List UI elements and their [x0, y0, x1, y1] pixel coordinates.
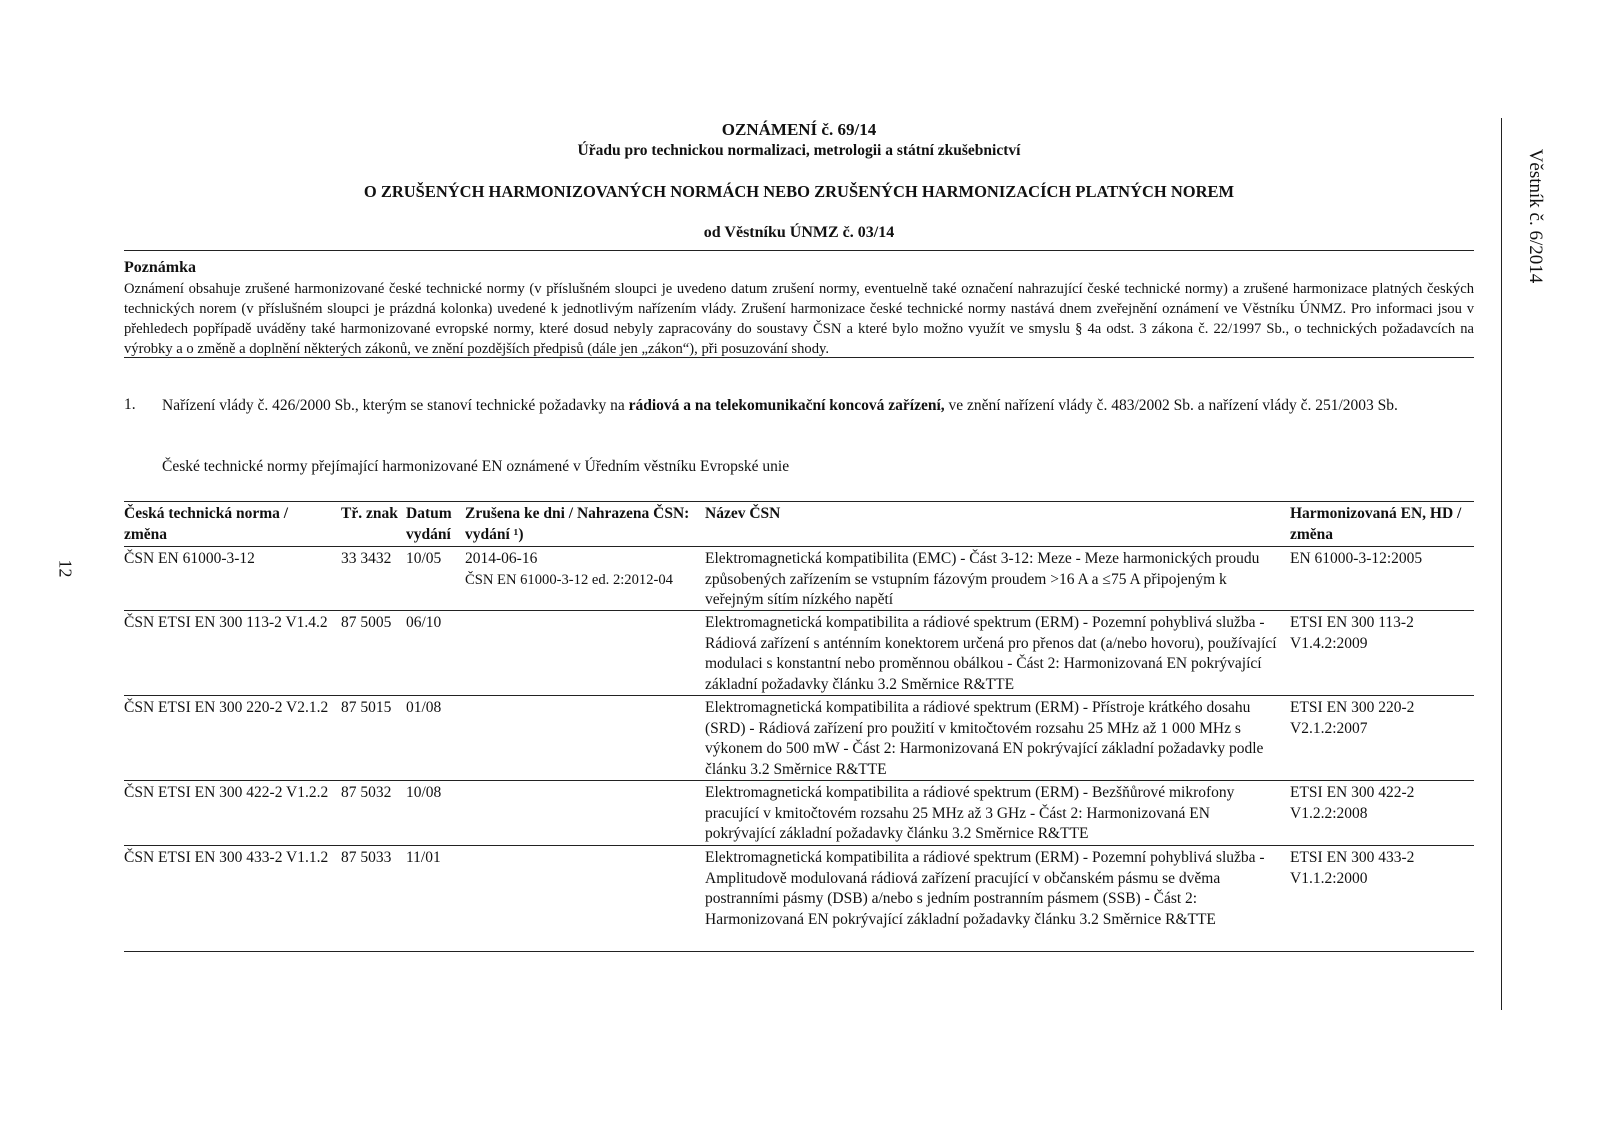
table-header-row: [124, 501, 1474, 547]
page-number: 12: [55, 559, 76, 578]
title-cell: Elektromagnetická kompatibilita a rádiové spektrum (ERM) - Pozemní pohyblivá služba - Amplitudově modulovaná rádiová zařízení pracující v občanském pásmu se dvěma postranními pásmy (DSB) a/nebo s jedním postranním pásmem (SSB) - Část 2: Harmonizovaná EN pokrývající základní požadavky článku 3.2 Směrnice R&TTE: [705, 849, 1265, 928]
margin-rule: [1501, 118, 1502, 1010]
class-code-cell: 87 5033: [341, 849, 392, 866]
table-row: [124, 781, 1474, 846]
note-heading: Poznámka: [124, 259, 196, 276]
class-code-cell: 87 5015: [341, 699, 392, 716]
notice-subject: O ZRUŠENÝCH HARMONIZOVANÝCH NORMÁCH NEBO ZRUŠENÝCH HARMONIZACÍCH PLATNÝCH NOREM: [363, 182, 1235, 201]
issue-date-cell: 10/05: [406, 550, 442, 567]
running-head: Věstník č. 6/2014: [1525, 148, 1546, 284]
norms-table: [124, 501, 1474, 952]
item-text-start: Nařízení vlády č. 426/2000 Sb., kterým se stanoví technické požadavky na: [162, 397, 629, 414]
class-code-cell: 87 5032: [341, 784, 392, 801]
issue-date-cell: 10/08: [406, 784, 442, 801]
notice-number: OZNÁMENÍ č. 69/14: [721, 120, 877, 139]
table-row: [124, 547, 1474, 611]
title-cell: Elektromagnetická kompatibilita a rádiové spektrum (ERM) - Bezšňůrové mikrofony pracující v kmitočtovém rozsahu 25 MHz až 3 GHz - Část 2: Harmonizovaná EN pokrývající základní požadavky článku 3.2 Směrnice R&TTE: [705, 784, 1235, 842]
cancelled-date: 2014-06-16: [465, 550, 538, 567]
replacement-norm: ČSN EN 61000-3-12 ed. 2:2012-04: [465, 571, 673, 588]
item-text-end: ve znění nařízení vlády č. 483/2002 Sb. a nařízení vlády č. 251/2003 Sb.: [944, 397, 1398, 414]
divider: [124, 250, 1474, 251]
item-text-bold: rádiová a na telekomunikační koncová zařízení,: [628, 397, 945, 414]
item-text: [162, 396, 1474, 416]
note-text: Oznámení obsahuje zrušené harmonizované české technické normy (v příslušném sloupci je uvedeno datum zrušení normy, eventuelně také označení nahrazující české technické normy) a zrušené harmonizace platných českých technických norem (v příslušném sloupci je prázdná kolonka) uvedené k jednotlivým nařízením vlády. Zrušení harmonizace české technické normy nastává dnem zveřejnění oznámení ve Věstníku ÚNMZ. Pro informaci jsou v přehledech popřípadě uváděny také harmonizované evropské normy, které dosud nebyly zapracovány do soustavy ČSN a které bylo možno využít ve smyslu § 4a odst. 3 zákona č. 22/1997 Sb., o technických požadavcích na výrobky a o změně a doplnění některých zákonů, ve znění pozdějších předpisů (dále jen „zákon“), při posuzování shody.: [124, 281, 1474, 357]
issue-date-cell: 11/01: [406, 849, 441, 866]
norm-cell: ČSN ETSI EN 300 433-2 V1.1.2: [124, 849, 329, 866]
norm-cell: ČSN EN 61000-3-12: [124, 550, 255, 567]
divider: [124, 357, 1474, 358]
table-row: [124, 696, 1474, 781]
harmonized-cell: ETSI EN 300 433-2 V1.1.2:2000: [1290, 849, 1415, 887]
header-title: Název ČSN: [705, 505, 781, 522]
table-intro: České technické normy přejímající harmonizované EN oznámené v Úředním věstníku Evropské unie: [162, 458, 790, 475]
norm-cell: ČSN ETSI EN 300 220-2 V2.1.2: [124, 699, 329, 716]
title-cell: Elektromagnetická kompatibilita a rádiové spektrum (ERM) - Přístroje krátkého dosahu (SRD) - Rádiová zařízení pro použití v kmitočtovém rozsahu 25 MHz až 1 000 MHz s výkonem do 500 mW - Část 2: Harmonizovaná EN pokrývající základní požadavky podle článku 3.2 Směrnice R&TTE: [705, 699, 1264, 778]
header-class-code: Tř. znak: [341, 505, 398, 522]
notice-reference: od Věstníku ÚNMZ č. 03/14: [703, 224, 895, 241]
issue-date-cell: 06/10: [406, 614, 442, 631]
header-norm: Česká technická norma / změna: [124, 505, 289, 543]
header-cancelled: Zrušena ke dni / Nahrazena ČSN: vydání ¹): [465, 505, 690, 543]
title-cell: Elektromagnetická kompatibilita (EMC) - Část 3-12: Meze - Meze harmonických proudu způsobených zařízením se vstupním fázovým proudem >16 A a ≤75 A připojeným k veřejným sítím nízkého napětí: [705, 550, 1260, 608]
harmonized-cell: ETSI EN 300 113-2 V1.4.2:2009: [1290, 614, 1414, 652]
title-cell: Elektromagnetická kompatibilita a rádiové spektrum (ERM) - Pozemní pohyblivá služba - Rádiová zařízení s anténním konektorem určená pro přenos dat (a/nebo hovoru), používající modulaci s konstantní nebo proměnnou obálkou - Část 2: Harmonizovaná EN pokrývající základní požadavky článku 3.2 Směrnice R&TTE: [705, 614, 1277, 693]
header-harmonized: Harmonizovaná EN, HD / změna: [1290, 505, 1462, 543]
norm-cell: ČSN ETSI EN 300 422-2 V1.2.2: [124, 784, 329, 801]
class-code-cell: 33 3432: [341, 550, 392, 567]
norm-cell: ČSN ETSI EN 300 113-2 V1.4.2: [124, 614, 328, 631]
harmonized-cell: EN 61000-3-12:2005: [1290, 550, 1423, 567]
harmonized-cell: ETSI EN 300 422-2 V1.2.2:2008: [1290, 784, 1415, 822]
issuing-office: Úřadu pro technickou normalizaci, metrologii a státní zkušebnictví: [577, 142, 1021, 159]
table-row: [124, 611, 1474, 696]
header-issue-date: Datum vydání: [406, 505, 452, 543]
table-row: [124, 846, 1474, 952]
class-code-cell: 87 5005: [341, 614, 392, 631]
item-number: 1.: [124, 396, 136, 413]
harmonized-cell: ETSI EN 300 220-2 V2.1.2:2007: [1290, 699, 1415, 737]
issue-date-cell: 01/08: [406, 699, 442, 716]
cancelled-cell: [465, 549, 695, 590]
